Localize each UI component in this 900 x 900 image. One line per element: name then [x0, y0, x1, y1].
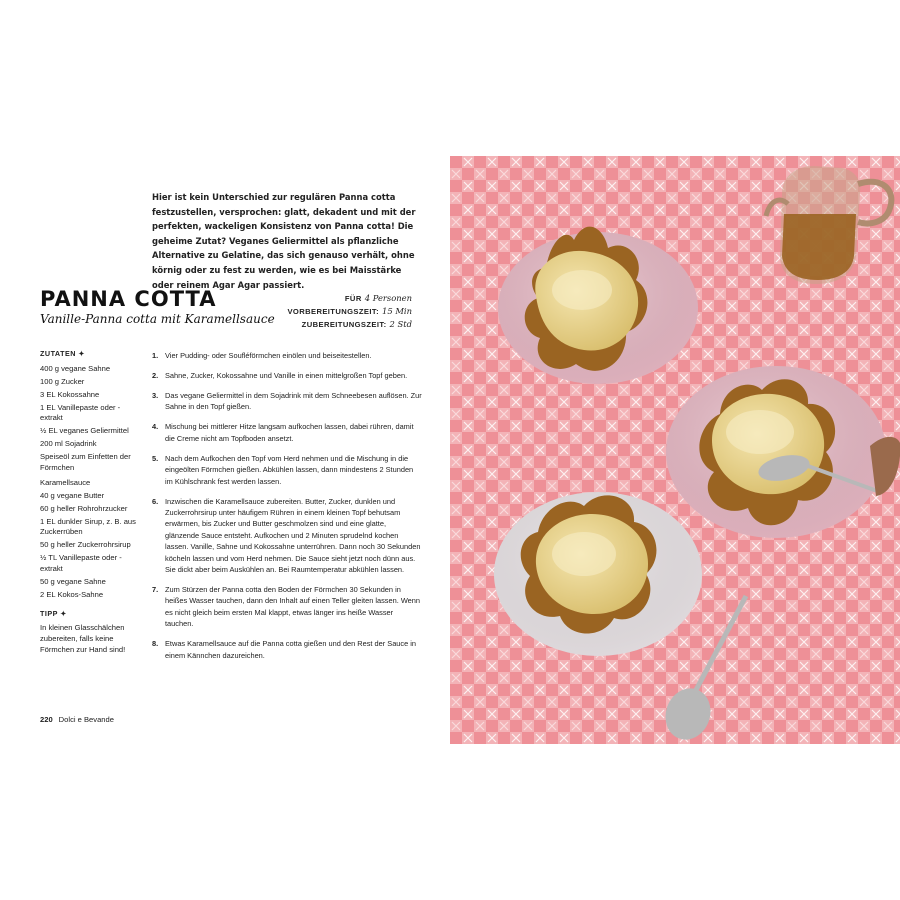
sauce-ingredient-item: 1 EL dunkler Sirup, z. B. aus Zuckerrüben — [40, 516, 136, 537]
cook-time-value: 2 Std — [389, 319, 412, 329]
ingredient-item: 200 ml Sojadrink — [40, 439, 97, 449]
step-text: Das vegane Geliermittel in dem Sojadrink mit dem Schneebesen auflösen. Zur Sahne in den Topf gießen. — [165, 391, 422, 412]
step-text: Mischung bei mittlerer Hitze langsam aufkochen lassen, dabei rühren, damit die Creme nicht am Topfboden ansetzt. — [165, 422, 414, 443]
step-item — [152, 370, 422, 381]
step-item — [152, 496, 422, 576]
step-item — [152, 453, 422, 487]
servings-row — [287, 292, 412, 305]
dessert-plate — [494, 492, 702, 656]
recipe-photo — [450, 156, 900, 744]
step-number: 3. — [152, 391, 159, 400]
sauce-ingredient-item: 50 g heller Zuckerrohrsirup — [40, 540, 131, 550]
ingredient-item: 100 g Zucker — [40, 376, 85, 386]
step-number: 4. — [152, 422, 159, 432]
sauce-ingredient-item: 40 g vegane Butter — [40, 490, 105, 500]
step-item — [152, 638, 422, 661]
tip-text: In kleinen Glasschälchen zubereiten, falls keine Förmchen zur Hand sind! — [40, 623, 126, 655]
step-text: Zum Stürzen der Panna cotta den Boden der Förmchen 30 Sekunden in heißes Wasser tauchen, dann den Inhalt auf einen Teller gleiten lassen. Wenn es nicht gleich beim ersten Mal klappt, etwas länger ins heiße Wasser tauchen. — [165, 585, 421, 629]
ingredient-item: 400 g vegane Sahne — [40, 363, 111, 373]
step-item — [152, 390, 422, 413]
sauce-ingredient-item: ½ TL Vanillepaste oder -extrakt — [40, 553, 122, 573]
tip-heading: TIPP ✦ — [40, 608, 67, 618]
prep-time-row — [287, 305, 412, 318]
step-number: 7. — [152, 585, 159, 595]
sauce-ingredient-item: 60 g heller Rohrohrzucker — [40, 503, 128, 513]
sauce-ingredient-item: 50 g vegane Sahne — [40, 576, 106, 586]
step-item — [152, 584, 422, 630]
prep-time-value: 15 Min — [382, 306, 412, 316]
step-item — [152, 350, 422, 361]
cook-time-label: ZUBEREITUNGSZEIT: — [301, 320, 387, 329]
recipe-title: PANNA COTTA — [40, 287, 217, 311]
step-text: Vier Pudding- oder Soufléförmchen einölen und beiseitestellen. — [165, 351, 372, 360]
servings-label: FÜR — [344, 294, 362, 303]
ingredient-item: Speiseöl zum Einfetten der Förmchen — [40, 452, 131, 472]
ingredient-item: ½ EL veganes Geliermittel — [40, 426, 129, 436]
step-text: Sahne, Zucker, Kokossahne und Vanille in einen mittelgroßen Topf geben. — [165, 371, 408, 380]
section-name: Dolci e Bevande — [58, 715, 114, 724]
ingredient-item: 3 EL Kokossahne — [40, 389, 100, 399]
dessert-plate — [666, 366, 886, 538]
step-number: 8. — [152, 639, 159, 649]
intro-paragraph: Hier ist kein Unterschied zur regulären Panna cotta festzustellen, versprochen: glatt, dekadent und mit der perfekten, wackeligen Konsistenz von Panna cotta! Die geheime Zutat? Veganes Geliermittel als pflanzliche Alternative zu Gelatine, das sich genauso verhält, ohne körnig oder zu fest zu werden, wie es bei Maisstärke oder reinem Agar Agar passiert. — [152, 192, 416, 290]
step-item — [152, 421, 422, 444]
prep-time-label: VORBEREITUNGSZEIT: — [287, 307, 380, 316]
step-number: 1. — [152, 351, 159, 360]
step-text: Nach dem Aufkochen den Topf vom Herd nehmen und die Mischung in die eingeölten Förmchen gießen. Abkühlen lassen, dann mindestens 2 Stunden im Kühlschrank fest werden lassen. — [165, 453, 414, 486]
sauce-ingredient-item: 2 EL Kokos-Sahne — [40, 589, 104, 599]
recipe-subtitle: Vanille-Panna cotta mit Karamellsauce — [40, 312, 275, 326]
ingredients-heading: ZUTATEN ✦ — [40, 349, 85, 358]
servings-value: 4 Personen — [364, 293, 412, 303]
step-text: Inzwischen die Karamellsauce zubereiten. Butter, Zucker, dunklen und Zuckerrohrsirup unter häufigem Rühren in einem kleinen Topf behutsam erwärmen, bis Zucker und Butter geschmolzen sind und eine glatte, glänzende Sauce entsteht. Aufkochen und 2 Minuten sprudelnd kochen lassen. Vanille, Sahne und Kokossahne unterrühren. Dann noch 30 Sekunden köcheln lassen und vom Herd nehmen. Die Sauce sieht jetzt noch dünn aus. Sie dickt aber beim Auskühlen an. Bei Raumtemperatur abkühlen lassen. — [165, 496, 421, 575]
step-number: 6. — [152, 496, 159, 506]
step-number: 2. — [152, 371, 159, 380]
ingredients-column — [40, 349, 136, 655]
sauce-heading: Karamellsauce — [40, 478, 91, 488]
photo-illustration — [450, 156, 900, 744]
recipe-meta — [287, 292, 412, 331]
step-text: Etwas Karamellsauce auf die Panna cotta gießen und den Rest der Sauce in einem Kännchen dazureichen. — [165, 639, 417, 660]
page-footer — [40, 715, 114, 724]
page-number: 220 — [40, 715, 53, 724]
step-number: 5. — [152, 453, 159, 463]
method-steps — [152, 350, 422, 670]
cook-time-row — [287, 318, 412, 331]
ingredient-item: 1 EL Vanillepaste oder -extrakt — [40, 402, 121, 423]
